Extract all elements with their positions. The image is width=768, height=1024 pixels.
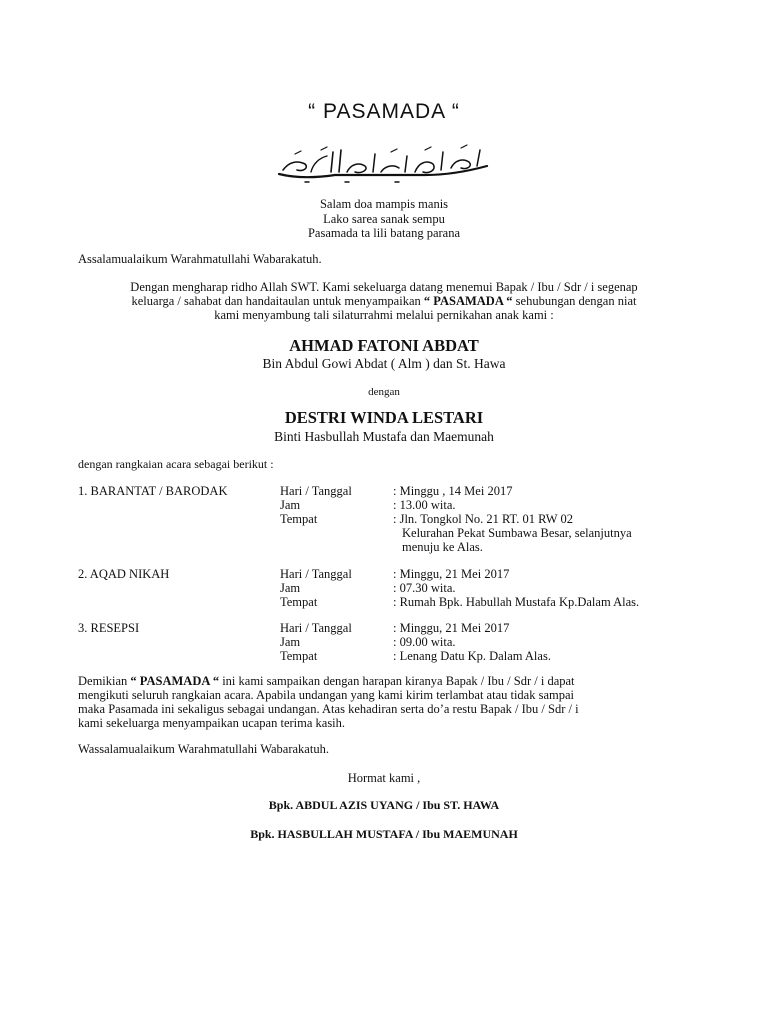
event-name: 1. BARANTAT / BARODAK — [78, 484, 228, 498]
value-place: : Rumah Bpk. Habullah Mustafa Kp.Dalam Alas. — [393, 595, 640, 609]
event-name: 3. RESEPSI — [78, 621, 140, 635]
pasamada-emphasis: “ PASAMADA “ — [423, 294, 513, 308]
closing-line: maka Pasamada ini sekaligus sebagai undangan. Atas kehadiran serta do’a restu Bapak / Ibu / Sdr / i — [78, 702, 579, 716]
intro-paragraph — [78, 280, 690, 322]
label-time: Jam — [280, 635, 301, 649]
label-date: Hari / Tanggal — [280, 621, 352, 635]
agenda-intro: dengan rangkaian acara sebagai berikut : — [78, 457, 274, 471]
groom-name: AHMAD FATONI ABDAT — [289, 336, 479, 355]
intro-line: Dengan mengharap ridho Allah SWT. Kami sekeluarga datang menemui Bapak / Ibu / Sdr / i segenap — [130, 280, 638, 294]
value-date: : Minggu , 14 Mei 2017 — [393, 484, 513, 498]
bride-parents: Binti Hasbullah Mustafa dan Maemunah — [274, 429, 494, 444]
event-values — [393, 567, 723, 609]
closing-line: Demikian “ PASAMADA “ ini kami sampaikan dengan harapan kiranya Bapak / Ibu / Sdr / i dapat — [78, 674, 575, 688]
regards: Hormat kami , — [347, 771, 421, 785]
signatory-bride-family: Bpk. HASBULLAH MUSTAFA / Ibu MAEMUNAH — [250, 827, 518, 841]
opening-poem — [0, 197, 768, 241]
event-values — [393, 621, 723, 663]
label-time: Jam — [280, 498, 301, 512]
document-title: “ PASAMADA “ — [308, 100, 460, 123]
value-time: : 09.00 wita. — [393, 635, 456, 649]
label-date: Hari / Tanggal — [280, 484, 352, 498]
value-place: : Jln. Tongkol No. 21 RT. 01 RW 02 — [393, 512, 573, 526]
event-name: 2. AQAD NIKAH — [78, 567, 170, 581]
value-time: : 07.30 wita. — [393, 581, 456, 595]
event-labels — [280, 567, 352, 609]
basmalah-calligraphy — [275, 142, 497, 188]
closing-line: kami sekeluarga menyampaikan ucapan terima kasih. — [78, 716, 346, 730]
poem-line: Pasamada ta lili batang parana — [307, 226, 461, 240]
event-labels — [280, 484, 352, 526]
label-place: Tempat — [280, 512, 318, 526]
closing-paragraph — [78, 674, 690, 730]
value-place-continued: Kelurahan Pekat Sumbawa Besar, selanjutnya — [402, 526, 632, 540]
label-time: Jam — [280, 581, 301, 595]
value-place: : Lenang Datu Kp. Dalam Alas. — [393, 649, 551, 663]
value-place-continued: menuju ke Alas. — [402, 540, 483, 554]
greeting: Assalamualaikum Warahmatullahi Wabarakatuh. — [78, 252, 322, 266]
label-place: Tempat — [280, 649, 318, 663]
value-date: : Minggu, 21 Mei 2017 — [393, 567, 510, 581]
bride-name: DESTRI WINDA LESTARI — [284, 408, 484, 427]
event-labels — [280, 621, 352, 663]
farewell: Wassalamualaikum Warahmatullahi Wabarakatuh. — [78, 742, 329, 756]
intro-line: kami menyambung tali silaturrahmi melalui pernikahan anak kami : — [214, 308, 554, 322]
groom-parents: Bin Abdul Gowi Abdat ( Alm ) dan St. Hawa — [262, 356, 506, 371]
value-date: : Minggu, 21 Mei 2017 — [393, 621, 510, 635]
closing-line: mengikuti seluruh rangkaian acara. Apabila undangan yang kami kirim terlambat atau tidak sampai — [78, 688, 575, 702]
label-date: Hari / Tanggal — [280, 567, 352, 581]
event-values — [393, 484, 723, 554]
label-place: Tempat — [280, 595, 318, 609]
poem-line: Lako sarea sanak sempu — [323, 211, 445, 226]
poem-line: Salam doa mampis manis — [319, 197, 449, 211]
pasamada-emphasis: “ PASAMADA “ — [130, 674, 220, 688]
intro-line: keluarga / sahabat dan handaitaulan untuk menyampaikan “ PASAMADA “ sehubungan dengan niat — [131, 294, 637, 308]
signatory-groom-family: Bpk. ABDUL AZIS UYANG / Ibu ST. HAWA — [268, 798, 500, 812]
conjunction: dengan — [368, 386, 400, 398]
value-time: : 13.00 wita. — [393, 498, 456, 512]
